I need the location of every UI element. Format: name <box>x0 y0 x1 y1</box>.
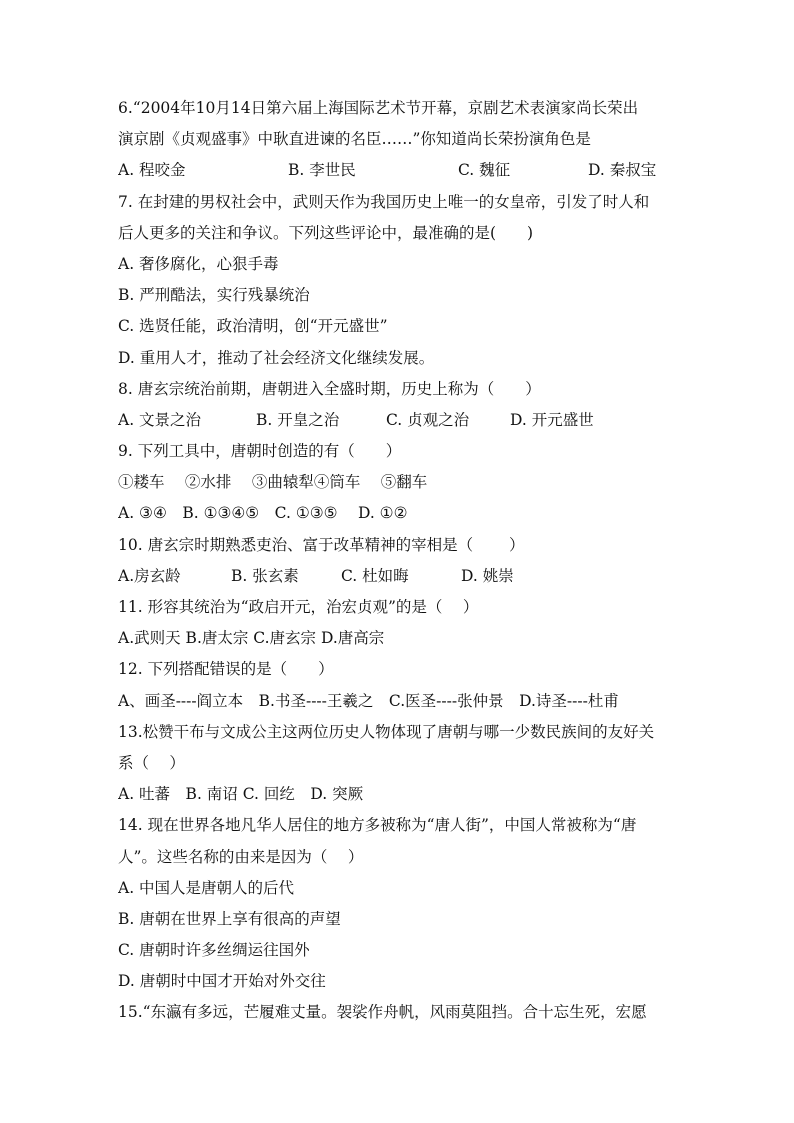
q10-option-a: A.房玄龄 <box>118 566 181 585</box>
question-11-options: A.武则天 B.唐太宗 C.唐玄宗 D.唐高宗 <box>118 629 385 648</box>
q7-option-a: A. 奢侈腐化，心狠手毒 <box>118 254 279 273</box>
question-7-text-1: 7. 在封建的男权社会中，武则天作为我国历史上唯一的女皇帝，引发了时人和 <box>118 192 650 211</box>
q10-option-c: C. 杜如晦 <box>341 566 409 585</box>
q7-option-d: D. 重用人才，推动了社会经济文化继续发展。 <box>118 348 435 367</box>
question-9-options: A. ③④ B. ①③④⑤ C. ①③⑤ D. ①② <box>118 504 408 523</box>
q6-option-d: D. 秦叔宝 <box>588 161 657 180</box>
q8-option-d: D. 开元盛世 <box>510 410 594 429</box>
question-12-options: A、画圣----阎立本 B.书圣----王羲之 C.医圣----张仲景 D.诗圣----杜甫 <box>118 691 619 710</box>
q10-option-d: D. 姚崇 <box>461 566 514 585</box>
question-8-text: 8. 唐玄宗统治前期，唐朝进入全盛时期，历史上称为（ ） <box>118 379 541 398</box>
q7-option-c: C. 选贤任能，政治清明，创“开元盛世” <box>118 317 388 336</box>
q14-option-c: C. 唐朝时许多丝绸运往国外 <box>118 941 310 960</box>
question-9-items: ①耧车 ②水排 ③曲辕犁④筒车 ⑤翻车 <box>118 473 428 492</box>
q6-option-b: B. 李世民 <box>288 161 356 180</box>
question-6-options <box>118 155 680 186</box>
q14-option-b: B. 唐朝在世界上享有很高的声望 <box>118 909 341 928</box>
question-12-text: 12. 下列搭配错误的是（ ） <box>118 660 334 679</box>
question-14-text-1: 14. 现在世界各地凡华人居住的地方多被称为“唐人街”，中国人常被称为“唐 <box>118 816 637 835</box>
q6-option-c: C. 魏征 <box>458 161 511 180</box>
question-15-text-1: 15.“东瀛有多远，芒履难丈量。袈裟作舟帆，风雨莫阻挡。合十忘生死，宏愿 <box>118 1003 647 1022</box>
question-9-text: 9. 下列工具中，唐朝时创造的有（ ） <box>118 442 402 461</box>
q8-option-c: C. 贞观之治 <box>386 410 470 429</box>
question-13-text-1: 13.松赞干布与文成公主这两位历史人物体现了唐朝与哪一少数民族间的友好关 <box>118 722 655 741</box>
q14-option-a: A. 中国人是唐朝人的后代 <box>118 878 295 897</box>
question-6-text-1: 6.“2004年10月14日第六届上海国际艺术节开幕，京剧艺术表演家尚长荣出 <box>118 99 639 117</box>
question-11-text: 11. 形容其统治为“政启开元，治宏贞观”的是（ ） <box>118 598 479 616</box>
question-10-text: 10. 唐玄宗时期熟悉吏治、富于改革精神的宰相是（ ） <box>118 535 525 554</box>
q8-option-a: A. 文景之治 <box>118 410 202 429</box>
q6-option-a: A. 程咬金 <box>118 161 186 180</box>
question-14-text-2: 人”。这些名称的由来是因为（ ） <box>118 847 364 866</box>
question-13-options: A. 吐蕃 B. 南诏 C. 回纥 D. 突厥 <box>118 785 364 804</box>
q7-option-b: B. 严刑酷法，实行残暴统治 <box>118 286 310 305</box>
question-10-options <box>118 561 680 592</box>
q14-option-d: D. 唐朝时中国才开始对外交往 <box>118 972 326 991</box>
question-7-text-2: 后人更多的关注和争议。下列这些评论中，最准确的是( ) <box>118 223 534 242</box>
question-13-text-2: 系（ ） <box>118 753 185 772</box>
question-8-options <box>118 405 680 436</box>
q10-option-b: B. 张玄素 <box>231 566 299 585</box>
exam-page <box>118 93 680 1029</box>
q8-option-b: B. 开皇之治 <box>256 410 340 429</box>
question-6-text-2: 演京剧《贞观盛事》中耿直进谏的名臣……”你知道尚长荣扮演角色是 <box>118 130 591 149</box>
